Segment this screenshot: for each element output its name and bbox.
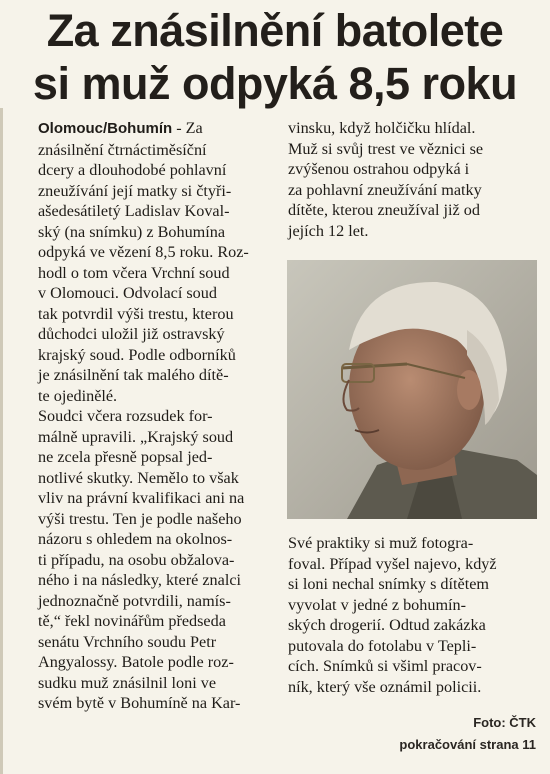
article-text-left: - Za znásilnění čtrnáctiměsíční dcery a dlouhodobé pohlavní zneužívání její matky si čtyři- ašedesátiletý Ladislav Koval- ský (na snímku) z Bohumína odpyká ve vězení 8,5 roku. Roz- hodl o tom včera Vrchní soud v Olomouci. Odvolací soud tak potvrdil výši trestu, kterou důchodci uložil již ostravský krajský soud. Podle odborníků je znásilnění tak malého dítě- te ojedinělé. Soudci včera rozsudek for- málně upravili. „Krajský soud ne zcela přesně popsal jed- notlivé skutky. Nemělo to však vliv na právní kvalifikaci ani na výši trestu. Ten je podle našeho názoru s ohledem na okolnos- ti případu, na osobu obžalova- ného i na následky, které znalci jednoznačně potvrdili, namís- tě,“ řekl novinářům předseda senátu Vrchního soudu Petr Angyalossy. Batole podle roz- sudku muž znásilnil loni ve svém bytě v Bohumíně na Kar- — [38, 119, 249, 712]
article-column-right-bottom: Své praktiky si muž fotogra- foval. Případ vyšel najevo, když si loni nechal snímky s dítětem vyvolat v jedné z bohumín- ských drogerií. Odtud zakázka putovala do fotolabu v Tepli- cích. Snímků si všiml pracov- ník, který vše oznámil policii. — [288, 534, 497, 696]
photo-credit: Foto: ČTK — [473, 715, 536, 730]
article-column-right-top: vinsku, když holčičku hlídal. Muž si svůj trest ve věznici se zvýšenou ostrahou odpyká i za pohlavní zneužívání matky dítěte, kterou zneužíval již od jejích 12 let. — [288, 119, 484, 240]
clipping-edge — [0, 108, 3, 774]
article-column-left — [38, 118, 264, 714]
portrait-photo — [287, 260, 537, 519]
headline-line-2: si muž odpyká 8,5 roku — [32, 58, 518, 109]
man-portrait-image — [287, 260, 537, 519]
continuation-note: pokračování strana 11 — [399, 737, 536, 752]
dateline: Olomouc/Bohumín — [38, 120, 173, 137]
headline-line-1: Za znásilnění batolete — [46, 5, 504, 56]
headline — [0, 0, 550, 111]
